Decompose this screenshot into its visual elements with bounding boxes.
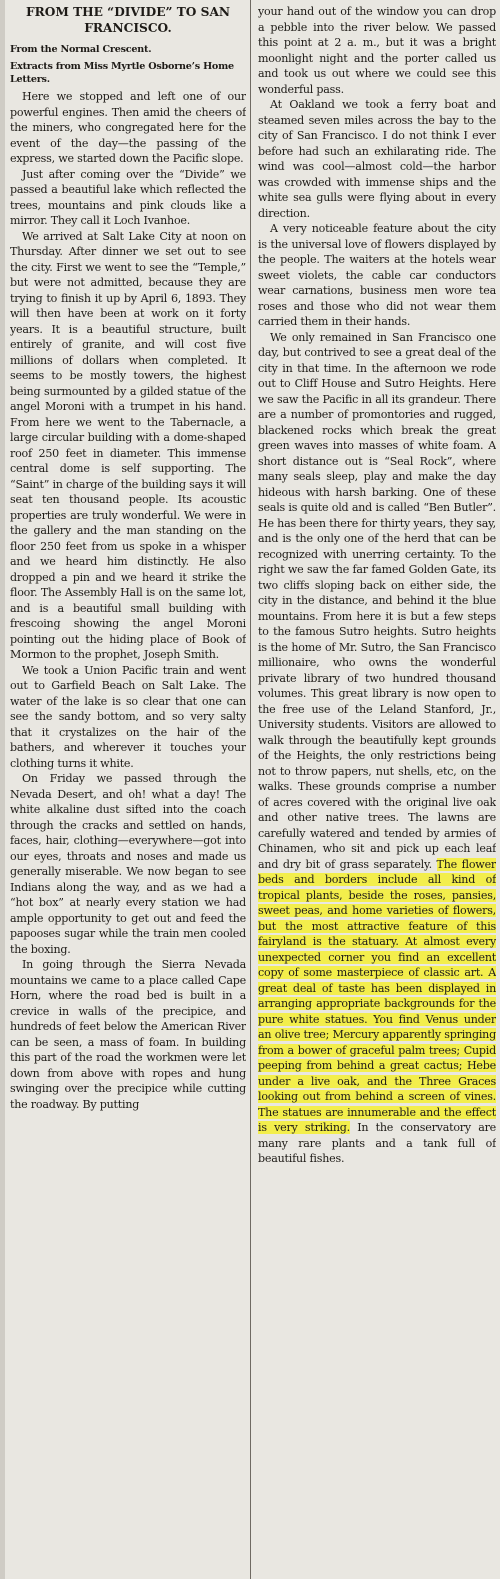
paragraph: Just after coming over the “Divide” we passed a beautiful lake which reflected the trees, mountains and pink clouds like a mirror. They call it Loch Ivanhoe. (10, 167, 246, 227)
extract-note: Extracts from Miss Myrtle Osborne’s Home Letters. (10, 61, 234, 85)
paragraph: Here we stopped and left one of our powerful engines. Then amid the cheers of the miners, who congregated here for the event of the day—the passing of the express, we started down the Pacific slope. (10, 90, 246, 165)
paragraph: In going through the Sierra Nevada mountains we came to a place called Cape Horn, where the road bed is built in a crevice in walls of the precipice, and hundreds of feet below the American River can be seen, a mass of foam. In building this part of the road the workmen were let down from above with ropes and hung swinging over the precipice while cutting the roadway. By putting (10, 958, 246, 1111)
paragraph: A very noticeable feature about the city is the universal love of flowers displayed by the people. The waiters at the hotels wear sweet violets, the cable car conductors wear carnations, business men wore tea roses and those who did not wear them carried them in their hands. (258, 222, 496, 328)
highlighted-passage: The flower beds and borders include all kind of tropical plants, beside the roses, pansies, sweet peas, and home varieties of flowers, but the most attractive feature of this fairyland is the statuary. At almost every unexpected corner you find an excellent copy of some masterpiece of classic art. A great deal of taste has been displayed in arranging appropriate backgrounds for the pure white statues. You find Venus under an olive tree; Mercury apparently springing from a bower of graceful palm trees; Cupid peeping from behind a great cactus; Hebe under a live oak, and the Three Graces looking out from behind a screen of vines. The statues are innumerable and the effect is very striking. (258, 857, 496, 1134)
paragraph-with-highlight (258, 330, 496, 1167)
paragraph: We took a Union Pacific train and went out to Garfield Beach on Salt Lake. The water of the lake is so clear that one can see the sandy bottom, and so very salty that it crystalizes on the hair of the bathers, and wherever it touches your clothing turns it white. (10, 663, 246, 770)
headline: FROM THE “DIVIDE” TO SAN FRANCISCO. (25, 5, 231, 35)
left-column (10, 4, 246, 1577)
right-column (258, 4, 496, 1577)
paragraph-tail: In the conservatory are many rare plants and a tank full of beautiful fishes. (258, 1121, 496, 1165)
column-rule (250, 0, 251, 1579)
paragraph: We arrived at Salt Lake City at noon on Thursday. After dinner we set out to see the city. First we went to see the “Temple,” but were not admitted, because they are trying to finish it up by April 6, 1893. They will then have been at work on it forty years. It is a beautiful structure, built entirely of granite, and will cost five millions of dollars when completed. It seems to be mostly towers, the highest being surmounted by a gilded statue of the angel Moroni with a trumpet in his hand. From here we went to the Tabernacle, a large circular building with a dome-shaped roof 250 feet in diameter. This immense central dome is self supporting. The “Saint” in charge of the building says it will seat ten thousand people. Its acoustic properties are truly wonderful. We were in the gallery and the man standing on the floor 250 feet from us spoke in a whisper and we heard him distinctly. He also dropped a pin and we heard it strike the floor. The Assembly Hall is on the same lot, and is a beautiful small building with frescoing showing the angel Moroni pointing out the hiding place of Book of Mormon to the prophet, Joseph Smith. (10, 229, 246, 661)
paragraph: On Friday we passed through the Nevada Desert, and oh! what a day! The white alkaline dust sifted into the coach through the cracks and settled on hands, faces, hair, clothing—everywhere—got into our eyes, throats and noses and made us generally miserable. We now began to see Indians along the way, and as we had a “hot box” at nearly every station we had ample opportunity to get out and feed the papooses sugar while the train men cooled the boxing. (10, 772, 246, 956)
source-line: From the Normal Crescent. (10, 44, 152, 55)
paragraph-text: We only remained in San Francisco one day, but contrived to see a great deal of the city in that time. In the afternoon we rode out to Cliff House and Sutro Heights. Here we saw the Pacific in all its grandeur. There are a number of promontories and rugged, blackened rocks which break the great green waves into masses of white foam. A short distance out is “Seal Rock”, where many seals sleep, play and make the day hideous with harsh barking. One of these seals is quite old and is called “Ben Butler”. He has been there for thirty years, they say, and is the only one of the herd that can be recognized with unerring certainty. To the right we saw the far famed Golden Gate, its two cliffs sloping back on either side, the city in the distance, and behind it the blue mountains. From here it is but a few steps to the famous Sutro heights. Sutro heights is the home of Mr. Sutro, the San Francisco millionaire, who owns the wonderful private library of two hundred thousand volumes. This great library is now open to the free use of the Leland Stanford, Jr., University students. Visitors are allowed to walk through the beautifully kept grounds of the Heights, the only restrictions being not to throw papers, nut shells, etc, on the walks. These grounds comprise a number of acres covered with the original live oak and other native trees. The lawns are carefully watered and tended by armies of Chinamen, who sit and pick up each leaf and dry bit of grass separately. (258, 330, 496, 871)
paragraph: At Oakland we took a ferry boat and steamed seven miles across the bay to the city of San Francisco. I do not think I ever before had such an exhilarating ride. The wind was cool—almost cold—the harbor was crowded with immense ships and the white sea gulls were flying about in every direction. (258, 98, 496, 220)
page-edge (0, 0, 5, 1579)
continued-paragraph: your hand out of the window you can drop a pebble into the river below. We passed this point at 2 a. m., but it was a bright moonlight night and the porter called us and took us out where we could see this wonderful pass. (258, 5, 496, 96)
